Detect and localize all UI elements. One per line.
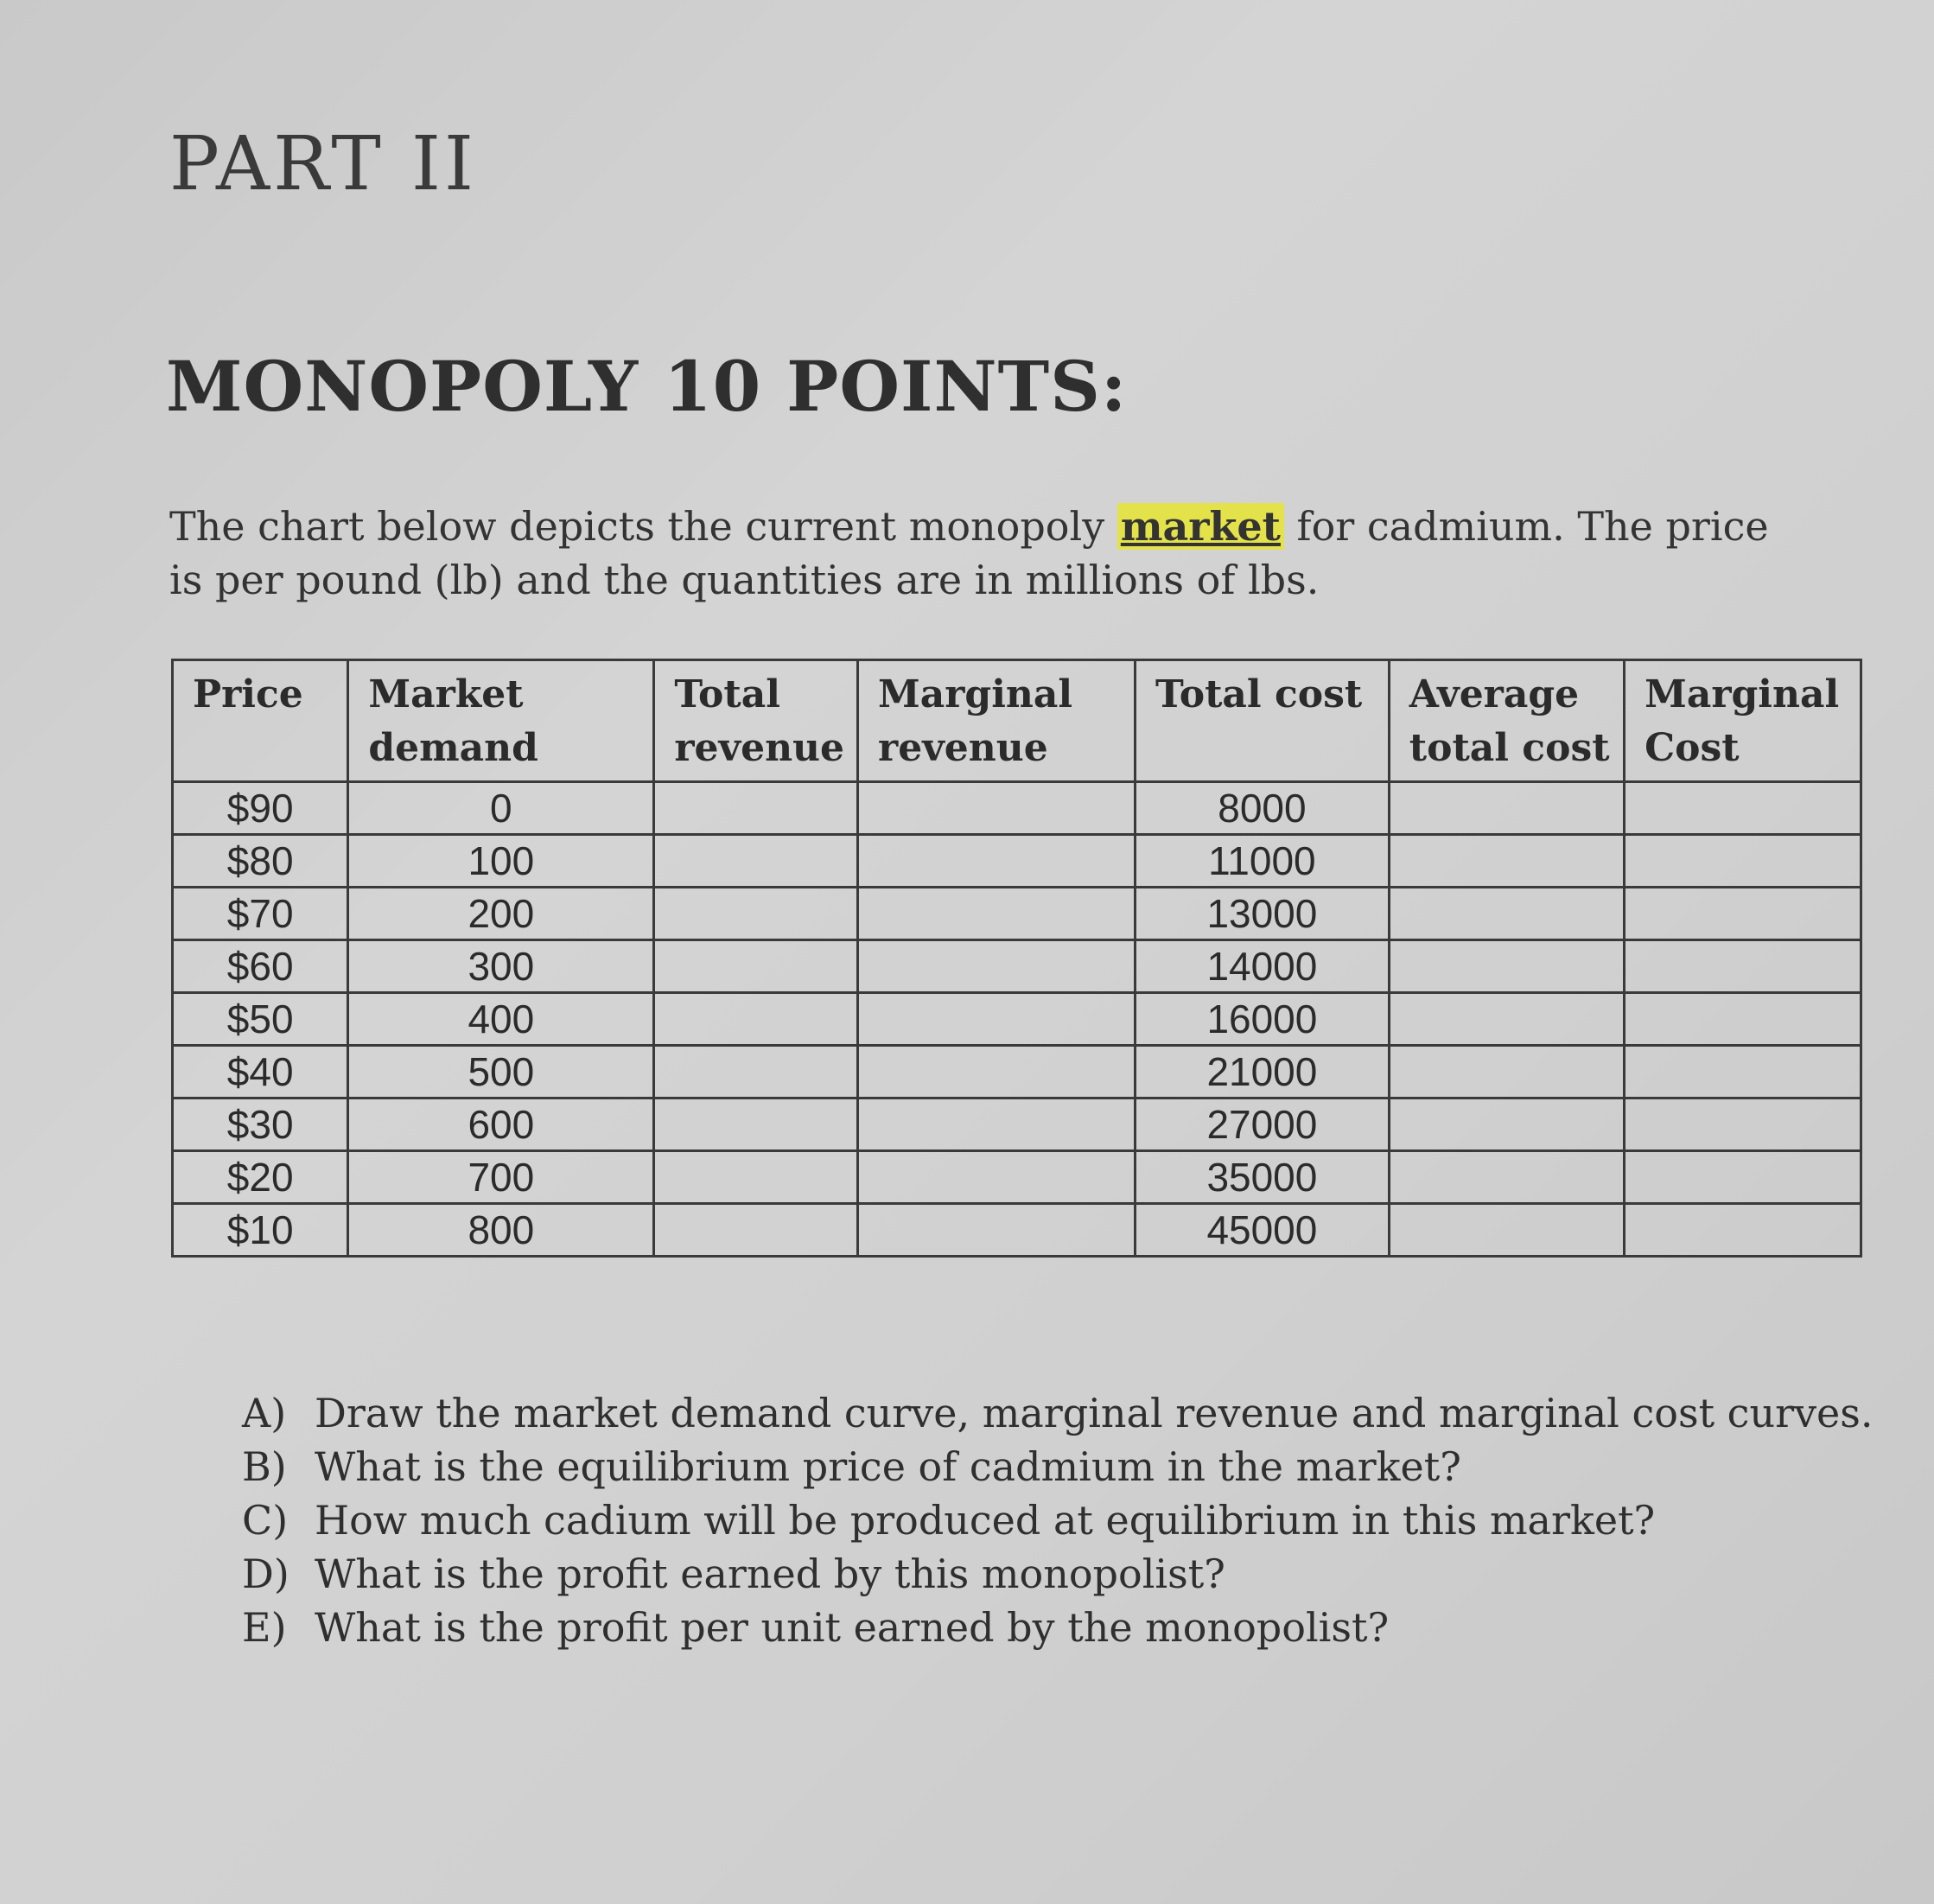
marginal-cost-cell [1625, 782, 1861, 835]
total-cost-cell: 16000 [1136, 993, 1390, 1046]
question-letter: E) [242, 1604, 287, 1651]
question-item [242, 1601, 1874, 1654]
header-average-total-cost: Average total cost [1389, 660, 1624, 782]
marginal-cost-cell [1625, 888, 1861, 940]
demand-cell: 0 [348, 782, 654, 835]
question-item [242, 1440, 1874, 1493]
marginal-cost-cell [1625, 1098, 1861, 1151]
total-revenue-cell [654, 782, 858, 835]
header-total-cost: Total cost [1136, 660, 1390, 782]
total-revenue-cell [654, 940, 858, 993]
table-row [173, 940, 1861, 993]
intro-text-after: for cadmium. The price is per pound (lb) and the quantities are in millions of lbs. [169, 503, 1769, 603]
total-revenue-cell [654, 1151, 858, 1204]
question-item [242, 1493, 1874, 1547]
total-cost-cell: 35000 [1136, 1151, 1390, 1204]
price-cell: $60 [173, 940, 348, 993]
header-marginal-cost: Marginal Cost [1625, 660, 1861, 782]
total-revenue-cell [654, 1046, 858, 1098]
price-cell: $40 [173, 1046, 348, 1098]
part-title: PART II [169, 121, 477, 207]
marginal-cost-cell [1625, 1046, 1861, 1098]
price-cell: $70 [173, 888, 348, 940]
marginal-revenue-cell [858, 1204, 1136, 1257]
highlighted-word: market [1117, 503, 1284, 550]
average-total-cost-cell [1389, 1098, 1624, 1151]
total-revenue-cell [654, 1098, 858, 1151]
question-item [242, 1386, 1874, 1440]
marginal-cost-cell [1625, 1204, 1861, 1257]
table-row [173, 1151, 1861, 1204]
marginal-revenue-cell [858, 1098, 1136, 1151]
header-price: Price [173, 660, 348, 782]
table-row [173, 993, 1861, 1046]
marginal-cost-cell [1625, 993, 1861, 1046]
average-total-cost-cell [1389, 1046, 1624, 1098]
total-cost-cell: 45000 [1136, 1204, 1390, 1257]
marginal-revenue-cell [858, 1151, 1136, 1204]
average-total-cost-cell [1389, 940, 1624, 993]
question-text: Draw the market demand curve, marginal revenue and marginal cost curves. [315, 1390, 1874, 1436]
demand-cell: 300 [348, 940, 654, 993]
header-total-revenue: Total revenue [654, 660, 858, 782]
question-letter: A) [242, 1390, 287, 1436]
total-cost-cell: 8000 [1136, 782, 1390, 835]
average-total-cost-cell [1389, 888, 1624, 940]
demand-cell: 500 [348, 1046, 654, 1098]
marginal-revenue-cell [858, 782, 1136, 835]
total-cost-cell: 14000 [1136, 940, 1390, 993]
price-cell: $20 [173, 1151, 348, 1204]
price-cell: $50 [173, 993, 348, 1046]
marginal-cost-cell [1625, 1151, 1861, 1204]
average-total-cost-cell [1389, 1204, 1624, 1257]
section-title: MONOPOLY 10 POINTS: [166, 346, 1128, 427]
question-text: What is the profit per unit earned by the monopolist? [315, 1604, 1390, 1651]
marginal-cost-cell [1625, 835, 1861, 888]
question-item [242, 1547, 1874, 1601]
table-row [173, 835, 1861, 888]
marginal-revenue-cell [858, 835, 1136, 888]
price-cell: $90 [173, 782, 348, 835]
table-row [173, 1098, 1861, 1151]
question-text: What is the profit earned by this monopolist? [315, 1551, 1225, 1597]
monopoly-table [171, 659, 1862, 1258]
average-total-cost-cell [1389, 835, 1624, 888]
total-revenue-cell [654, 993, 858, 1046]
average-total-cost-cell [1389, 1151, 1624, 1204]
table-row [173, 888, 1861, 940]
marginal-revenue-cell [858, 940, 1136, 993]
question-letter: D) [242, 1551, 289, 1597]
demand-cell: 800 [348, 1204, 654, 1257]
price-cell: $80 [173, 835, 348, 888]
question-text: What is the equilibrium price of cadmium in the market? [315, 1443, 1461, 1490]
average-total-cost-cell [1389, 782, 1624, 835]
demand-cell: 700 [348, 1151, 654, 1204]
total-revenue-cell [654, 1204, 858, 1257]
question-list [242, 1386, 1874, 1654]
question-letter: C) [242, 1497, 289, 1544]
table-row [173, 1046, 1861, 1098]
intro-paragraph [169, 500, 1811, 607]
total-cost-cell: 13000 [1136, 888, 1390, 940]
average-total-cost-cell [1389, 993, 1624, 1046]
question-text: How much cadium will be produced at equilibrium in this market? [315, 1497, 1656, 1544]
price-cell: $10 [173, 1204, 348, 1257]
total-revenue-cell [654, 888, 858, 940]
table-header-row [173, 660, 1861, 782]
marginal-revenue-cell [858, 1046, 1136, 1098]
header-market-demand: Market demand [348, 660, 654, 782]
price-cell: $30 [173, 1098, 348, 1151]
marginal-cost-cell [1625, 940, 1861, 993]
total-cost-cell: 27000 [1136, 1098, 1390, 1151]
demand-cell: 400 [348, 993, 654, 1046]
demand-cell: 200 [348, 888, 654, 940]
demand-cell: 600 [348, 1098, 654, 1151]
intro-text-before: The chart below depicts the current monopoly [169, 503, 1117, 550]
total-cost-cell: 11000 [1136, 835, 1390, 888]
marginal-revenue-cell [858, 888, 1136, 940]
demand-cell: 100 [348, 835, 654, 888]
total-cost-cell: 21000 [1136, 1046, 1390, 1098]
question-letter: B) [242, 1443, 287, 1490]
table-row [173, 1204, 1861, 1257]
header-marginal-revenue: Marginal revenue [858, 660, 1136, 782]
marginal-revenue-cell [858, 993, 1136, 1046]
table-row [173, 782, 1861, 835]
total-revenue-cell [654, 835, 858, 888]
